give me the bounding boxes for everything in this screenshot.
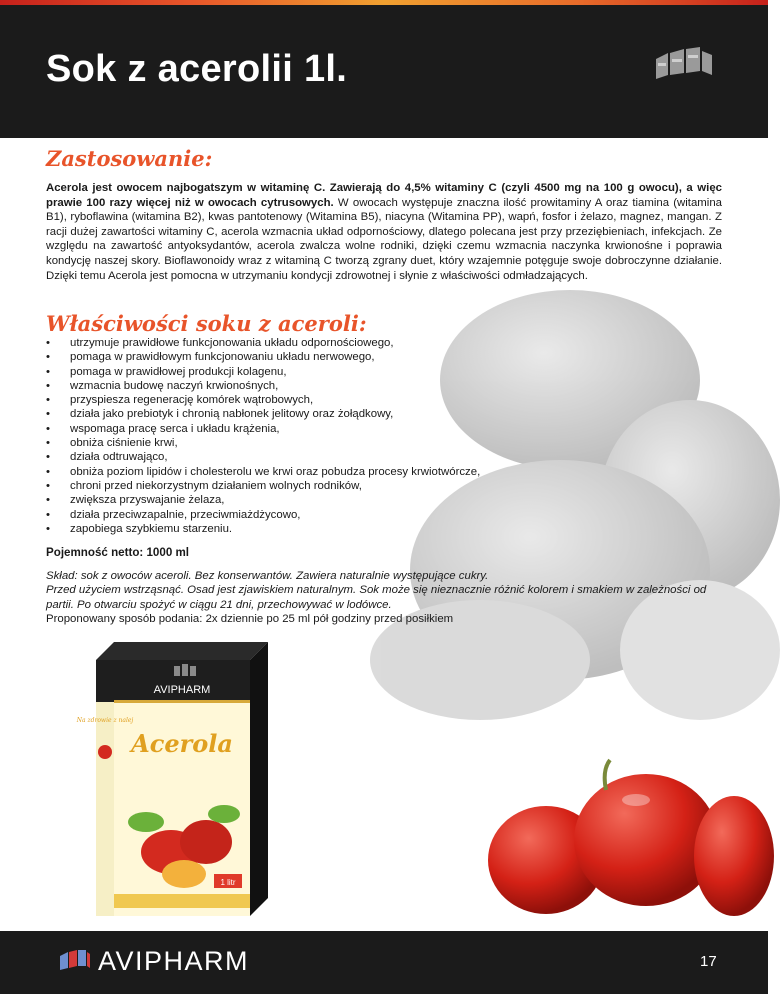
list-item: • zwiększa przyswajanie żelaza, [46,493,646,507]
list-item: • działa przeciwzapalnie, przeciwmiażdżycowo, [46,508,646,522]
list-item: • chroni przed niekorzystnym działaniem wolnych rodników, [46,479,646,493]
composition-block [46,569,736,627]
list-item: • zapobiega szybkiemu starzeniu. [46,522,646,536]
list-item: • działa odtruwająco, [46,450,646,464]
list-item: • wzmacnia budowę naczyń krwionośnych, [46,379,646,393]
properties-heading: Właściwości soku z aceroli: [46,311,367,336]
page-title: Sok z acerolii 1l. [46,48,348,90]
box-brand: AVIPHARM [153,684,211,696]
avipharm-logo-icon [654,45,714,87]
usage-text: W owocach występuje znaczna ilość prowitaminy A oraz tiamina (witamina B1), ryboflawina (witamina B2), kwas pantotenowy (Witamina B5), niacyna (Witamina PP), wapń, fosfor i żelazo, magnez, mangan. Z racji dużej zawartości witaminy C, acerola wzmacnia układ odpornościowy, dlatego polecana jest przy przeziębieniach, infekcjach. Ze względu na zawartość antyoksydantów, acerola zwalcza wolne rodniki, dzięki czemu wzmacnia naczynka krwionośne i poprawia kondycję naszej skory. Bioflawonoidy wraz z witaminą C tworzą zgrany duet, który wzajemnie potęguje swoje dobroczynne działanie. Dzięki temu Acerola jest pomocna w utrzymaniu kondycji zdrowotnej i słynie z właściwości odmładzających. [46,196,722,282]
net-volume: Pojemność netto: 1000 ml [46,546,190,559]
list-item: • pomaga w prawidłowej produkcji kolagenu, [46,365,646,379]
box-product-name: Acerola [131,729,233,758]
composition-line: Skład: sok z owoców aceroli. Bez konserwantów. Zawiera naturalnie występujące cukry. [46,570,489,582]
list-item: • obniża ciśnienie krwi, [46,436,646,450]
list-item: • wspomaga pracę serca i układu krążenia, [46,422,646,436]
list-item: • utrzymuje prawidłowe funkcjonowania układu odpornościowego, [46,336,646,350]
avipharm-footer-logo-icon [60,946,90,976]
list-item: • pomaga w prawidłowym funkcjonowaniu układu nerwowego, [46,350,646,364]
product-box-image [76,642,268,916]
usage-bold-text: Acerola jest owocem najbogatszym w witaminę C. Zawierają do 4,5% witaminy C (czyli 4500 mg na 100 g owocu), a więc prawie 100 razy więcej niż w owocach cytrusowych. [46,182,722,209]
properties-list [46,336,646,536]
page-number: 17 [700,953,717,970]
list-item: • obniża poziom lipidów i cholesterolu we krwi oraz pobudza procesy krwiotwórcze, [46,465,646,479]
usage-heading: Zastosowanie: [46,146,213,171]
list-item: • przyspiesza regenerację komórek wątrobowych, [46,393,646,407]
usage-paragraph [46,181,722,283]
storage-instructions: Przed użyciem wstrząsnąć. Osad jest zjawiskiem naturalnym. Sok może się nieznacznie różnić kolorem i smakiem w zależności od partii. Po otwarciu spożyć w ciągu 21 dni, przechowywać w lodówce. [46,584,707,611]
acerola-fruit-image [486,760,768,932]
list-item: • działa jako prebiotyk i chronią nabłonek jelitowy oraz żołądkowy, [46,407,646,421]
box-volume: 1 litr [220,878,236,887]
box-side-text: Na zdrowie z nalej [76,717,134,724]
serving-instructions: Proponowany sposób podania: 2x dziennie po 25 ml pół godziny przed posiłkiem [46,613,454,626]
footer-brand: AVIPHARM [98,946,250,976]
